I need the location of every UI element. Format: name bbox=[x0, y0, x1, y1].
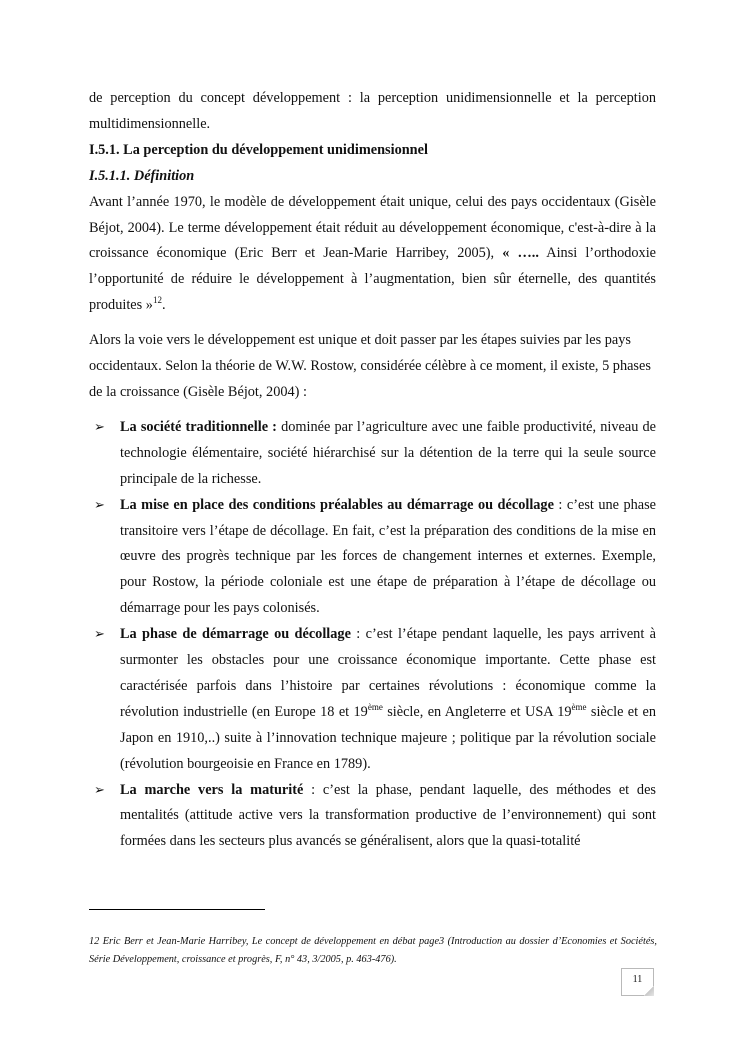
phase-term: La société traditionnelle : bbox=[120, 418, 277, 435]
superscript: ème bbox=[571, 701, 587, 712]
rostow-paragraph: Alors la voie vers le développement est unique et doit passer par les étapes suivies par les pays occidentaux. Selon la théorie de W.W. Rostow, considérée célèbre à ce moment, il existe, 5 phases de la croissance (Gisèle Béjot, 2004) : bbox=[89, 332, 651, 400]
page-number-box bbox=[621, 968, 654, 996]
phase-text: dominée par l’agriculture avec une faible productivité, niveau de technologie élémentaire, société hiérarchisé sur la détention de la terre qui la seule source principale de la richesse. bbox=[120, 418, 656, 487]
phase-text: : c’est une phase transitoire vers l’étape de décollage. En fait, c’est la préparation des conditions de la mise en œuvre des progrès technique par les forces de changement internes et externes. Exemple, pour Rostow, la période coloniale est une étape de préparation à l’étape de décollage ou démarrage pour les pays colonisés. bbox=[120, 496, 656, 617]
quote-text: Ainsi l’orthodoxie l’opportunité de réduire le développement à l’augmentation, bien sûr éternelle, des quantités produites » bbox=[89, 245, 657, 314]
page-body bbox=[89, 86, 656, 855]
arrow-bullet-icon: ➢ bbox=[94, 782, 105, 798]
phase-text: : c’est la phase, pendant laquelle, des méthodes et des mentalités (attitude active vers la transformation productive de l’environnement) qui sont formées dans les secteurs plus avancés se généralisent, alors que la quasi-totalité bbox=[120, 781, 656, 850]
subsection-heading: I.5.1.1. Définition bbox=[89, 167, 195, 184]
arrow-bullet-icon: ➢ bbox=[94, 419, 105, 435]
page-curl-icon bbox=[644, 986, 654, 996]
definition-paragraph bbox=[89, 190, 656, 320]
footnote: 12 Eric Berr et Jean-Marie Harribey, Le concept de développement en débat page3 (Introduction au dossier d’Economies et Sociétés, Série Développement, croissance et progrès, F, n° 43, 3/2005, p. 463-476). bbox=[89, 936, 657, 965]
phase-text: siècle et en Japon en 1910,..) suite à l’innovation technique majeure ; politique par la révolution sociale (révolution bourgeoisie en France en 1789). bbox=[120, 703, 656, 772]
phases-list bbox=[89, 415, 656, 855]
phase-text: siècle, en Angleterre et USA 19 bbox=[382, 703, 572, 720]
phase-term: La marche vers la maturité bbox=[120, 781, 304, 798]
page-number: 11 bbox=[632, 974, 643, 985]
footnote-separator bbox=[89, 909, 265, 910]
definition-end: . bbox=[161, 297, 166, 314]
phase-term: La mise en place des conditions préalables au démarrage ou décollage bbox=[120, 496, 554, 513]
phase-term: La phase de démarrage ou décollage bbox=[120, 626, 351, 643]
intro-paragraph: de perception du concept développement : la perception unidimensionnelle et la perception multidimensionnelle. bbox=[89, 90, 656, 132]
quote-open: « ….. bbox=[502, 245, 539, 262]
list-item bbox=[89, 622, 656, 777]
footnote-reference[interactable]: 12 bbox=[152, 295, 162, 306]
list-item bbox=[89, 778, 656, 856]
section-heading: I.5.1. La perception du développement unidimensionnel bbox=[89, 141, 428, 158]
list-item bbox=[89, 493, 656, 623]
definition-text: Avant l’année 1970, le modèle de développement était unique, celui des pays occidentaux (Gisèle Béjot, 2004). Le terme développement était réduit au développement économique, c'est-à-dire à la croissance économique (Eric Berr et Jean-Marie Harribey, 2005), bbox=[89, 193, 656, 262]
arrow-bullet-icon: ➢ bbox=[94, 497, 105, 513]
superscript: ème bbox=[367, 701, 383, 712]
arrow-bullet-icon: ➢ bbox=[94, 627, 105, 643]
phase-text: : c’est l’étape pendant laquelle, les pays arrivent à surmonter les obstacles pour une croissance économique importante. Cette phase est caractérisée parfois dans l’histoire par certaines révolutions : économique comme la révolution industrielle (en Europe 18 et 19 bbox=[120, 626, 656, 720]
list-item bbox=[89, 415, 656, 493]
